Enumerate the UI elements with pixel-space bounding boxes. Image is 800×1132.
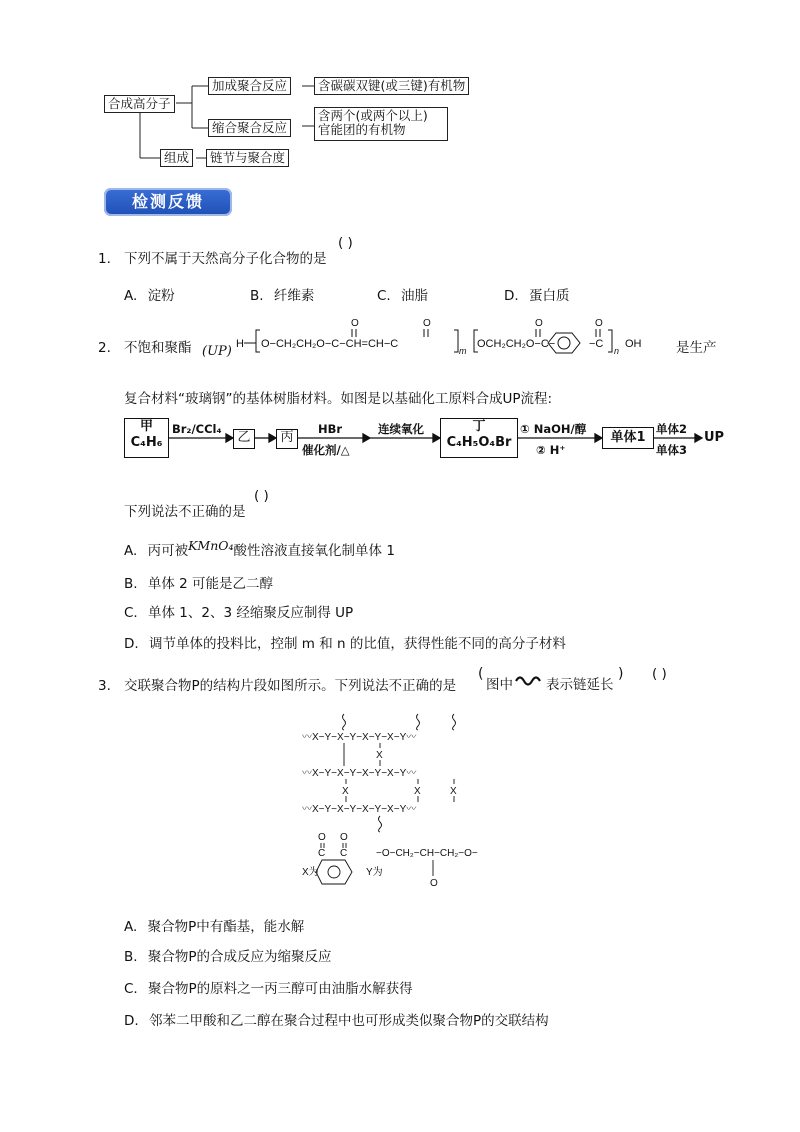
q2-stem-c: 是生产 xyxy=(676,340,717,356)
q3-answer-paren: ( ) xyxy=(652,666,667,682)
q2-option-c[interactable] xyxy=(124,604,353,622)
option-text: 酸性溶液直接氧化制单体 1 xyxy=(233,543,395,559)
formula-oh: OH xyxy=(625,338,642,350)
x-carbonyl-o: O xyxy=(318,832,326,843)
crosslinked-structure xyxy=(300,710,520,890)
option-label: C. xyxy=(124,605,138,621)
formula-ring-tail: −C xyxy=(589,338,604,350)
q2-ask: 下列说法不正确的是 xyxy=(124,504,246,520)
y-chain: −O−CH₂−CH−CH₂−O− xyxy=(376,848,478,859)
q1-option-d[interactable] xyxy=(504,287,569,305)
q2-answer-paren: ( ) xyxy=(254,488,269,504)
option-text: 单体 2 可能是乙二醇 xyxy=(147,576,274,592)
option-text: 淀粉 xyxy=(147,288,175,304)
summary-condensation-desc xyxy=(314,107,448,141)
summary-addition-desc: 含碳碳双键(或三键)有机物 xyxy=(314,77,469,95)
q2-option-b[interactable] xyxy=(124,575,273,593)
q3-note-open: ( xyxy=(478,666,484,682)
x-carbonyl-o: O xyxy=(340,832,348,843)
chain-row-1: 〰X−Y−X−Y−X−Y−X−Y〰 xyxy=(302,732,417,743)
summary-condensation-polymerization: 缩合聚合反应 xyxy=(208,119,291,137)
summary-composition-desc: 链节与聚合度 xyxy=(206,149,289,167)
q2-option-d[interactable] xyxy=(124,635,566,653)
option-label: D. xyxy=(124,636,139,652)
summary-composition: 组成 xyxy=(160,149,193,167)
q1-stem: 下列不属于天然高分子化合物的是 xyxy=(124,251,327,267)
q3-option-c[interactable] xyxy=(124,980,413,998)
option-label: B. xyxy=(250,288,264,304)
option-label: C. xyxy=(377,288,391,304)
up-polymer-formula xyxy=(234,316,674,362)
q3-number: 3. xyxy=(98,678,111,694)
formula-carbonyl-o: O xyxy=(535,318,543,329)
q1-option-a[interactable] xyxy=(124,287,175,305)
formula-right-unit: OCH₂CH₂O−C− xyxy=(477,338,556,350)
option-text: 聚合物P的合成反应为缩聚反应 xyxy=(147,949,332,965)
option-text: 油脂 xyxy=(401,288,429,304)
q1-number: 1. xyxy=(98,251,111,267)
flow-reagent-1: Br₂/CCl₄ xyxy=(172,422,222,436)
formula-h: H xyxy=(236,338,244,350)
option-label: A. xyxy=(124,543,138,559)
flow-reagent-3: 连续氧化 xyxy=(378,422,424,436)
option-text: 聚合物P的原料之一丙三醇可由油脂水解获得 xyxy=(148,981,413,997)
q3-stem: 交联聚合物P的结构片段如图所示。下列说法不正确的是 xyxy=(124,678,457,694)
q2-stem-up: (UP) xyxy=(202,344,232,359)
option-label: D. xyxy=(504,288,519,304)
flow-ding-name: 丁 xyxy=(472,419,486,434)
flow-reagent-4-top: ① NaOH/醇 xyxy=(520,422,587,436)
summary-addition-polymerization: 加成聚合反应 xyxy=(208,77,291,95)
flow-jia-formula: C₄H₆ xyxy=(130,435,163,450)
flow-ding xyxy=(440,418,518,458)
flow-bing: 丙 xyxy=(276,429,298,449)
flow-reagent-2-top: HBr xyxy=(318,422,343,436)
option-text: 单体 1、2、3 经缩聚反应制得 UP xyxy=(148,605,354,621)
x-carbon: C xyxy=(318,848,326,859)
q2-number: 2. xyxy=(98,340,111,356)
q2-stem-a: 不饱和聚酯 xyxy=(124,340,192,356)
option-text-formula: KMnO₄ xyxy=(188,538,234,553)
summary-root: 合成高分子 xyxy=(104,95,175,113)
crosslink-x: X xyxy=(342,786,349,797)
y-branch-o: O xyxy=(430,878,438,889)
flow-jia xyxy=(124,418,169,458)
crosslink-x: X xyxy=(414,786,421,797)
q1-answer-paren: ( ) xyxy=(338,235,353,251)
q3-note-b: 表示链延长 xyxy=(546,677,614,693)
q3-option-a[interactable] xyxy=(124,918,304,936)
option-text: 调节单体的投料比，控制 m 和 n 的比值，获得性能不同的高分子材料 xyxy=(148,636,566,652)
crosslink-x: X xyxy=(450,786,457,797)
flow-monomer-3: 单体3 xyxy=(656,443,688,457)
chain-row-2: 〰X−Y−X−Y−X−Y−X−Y〰 xyxy=(302,768,417,779)
flow-reagent-4-bottom: ② H⁺ xyxy=(536,443,566,457)
option-text: 聚合物P中有酯基，能水解 xyxy=(147,919,305,935)
section-banner: 检测反馈 xyxy=(104,188,232,216)
crosslink-x: X xyxy=(376,750,383,761)
formula-left-unit: O−CH₂CH₂O−C−CH=CH−C xyxy=(261,338,399,350)
chain-row-3: 〰X−Y−X−Y−X−Y−X−Y〰 xyxy=(302,804,417,815)
flow-jia-name: 甲 xyxy=(139,419,153,434)
option-label: B. xyxy=(124,949,138,965)
option-label: D. xyxy=(124,1013,139,1029)
flow-reagent-2-bottom: 催化剂/△ xyxy=(302,443,350,457)
flow-ding-formula: C₄H₅O₄Br xyxy=(446,435,512,450)
flow-product-up: UP xyxy=(704,430,725,445)
formula-carbonyl-o: O xyxy=(423,318,431,329)
option-text: 蛋白质 xyxy=(528,288,570,304)
formula-carbonyl-o: O xyxy=(595,318,603,329)
y-label: Y为 xyxy=(366,867,383,878)
option-label: A. xyxy=(124,919,138,935)
q2-stem-line2: 复合材料“玻璃钢”的基体树脂材料。如图是以基础化工原料合成UP流程: xyxy=(124,391,553,407)
x-carbon: C xyxy=(340,848,348,859)
q1-option-b[interactable] xyxy=(250,287,314,305)
q3-option-b[interactable] xyxy=(124,948,332,966)
option-label: C. xyxy=(124,981,138,997)
flow-arrows xyxy=(0,410,800,470)
q3-option-d[interactable] xyxy=(124,1012,549,1030)
flow-monomer-2: 单体2 xyxy=(656,422,688,436)
summary-condensation-desc-line2: 官能团的有机物 xyxy=(318,122,406,137)
q3-note-close: ) xyxy=(618,666,624,682)
wavy-chain-icon xyxy=(514,672,544,686)
option-text: 纤维素 xyxy=(273,288,315,304)
x-label: X为 xyxy=(302,867,319,878)
formula-m: m xyxy=(459,346,467,356)
q1-option-c[interactable] xyxy=(377,287,428,305)
flow-monomer-1: 单体1 xyxy=(602,427,654,449)
option-label: A. xyxy=(124,288,138,304)
formula-n: n xyxy=(614,346,620,356)
summary-condensation-desc-line1: 含两个(或两个以上) xyxy=(318,108,428,123)
q2-option-a[interactable] xyxy=(124,538,395,560)
flow-yi: 乙 xyxy=(233,429,255,449)
formula-carbonyl-o: O xyxy=(351,318,359,329)
option-label: B. xyxy=(124,576,138,592)
option-text: 丙可被 xyxy=(147,543,189,559)
q3-note-a: 图中 xyxy=(486,677,513,693)
option-text: 邻苯二甲酸和乙二醇在聚合过程中也可形成类似聚合物P的交联结构 xyxy=(148,1013,549,1029)
